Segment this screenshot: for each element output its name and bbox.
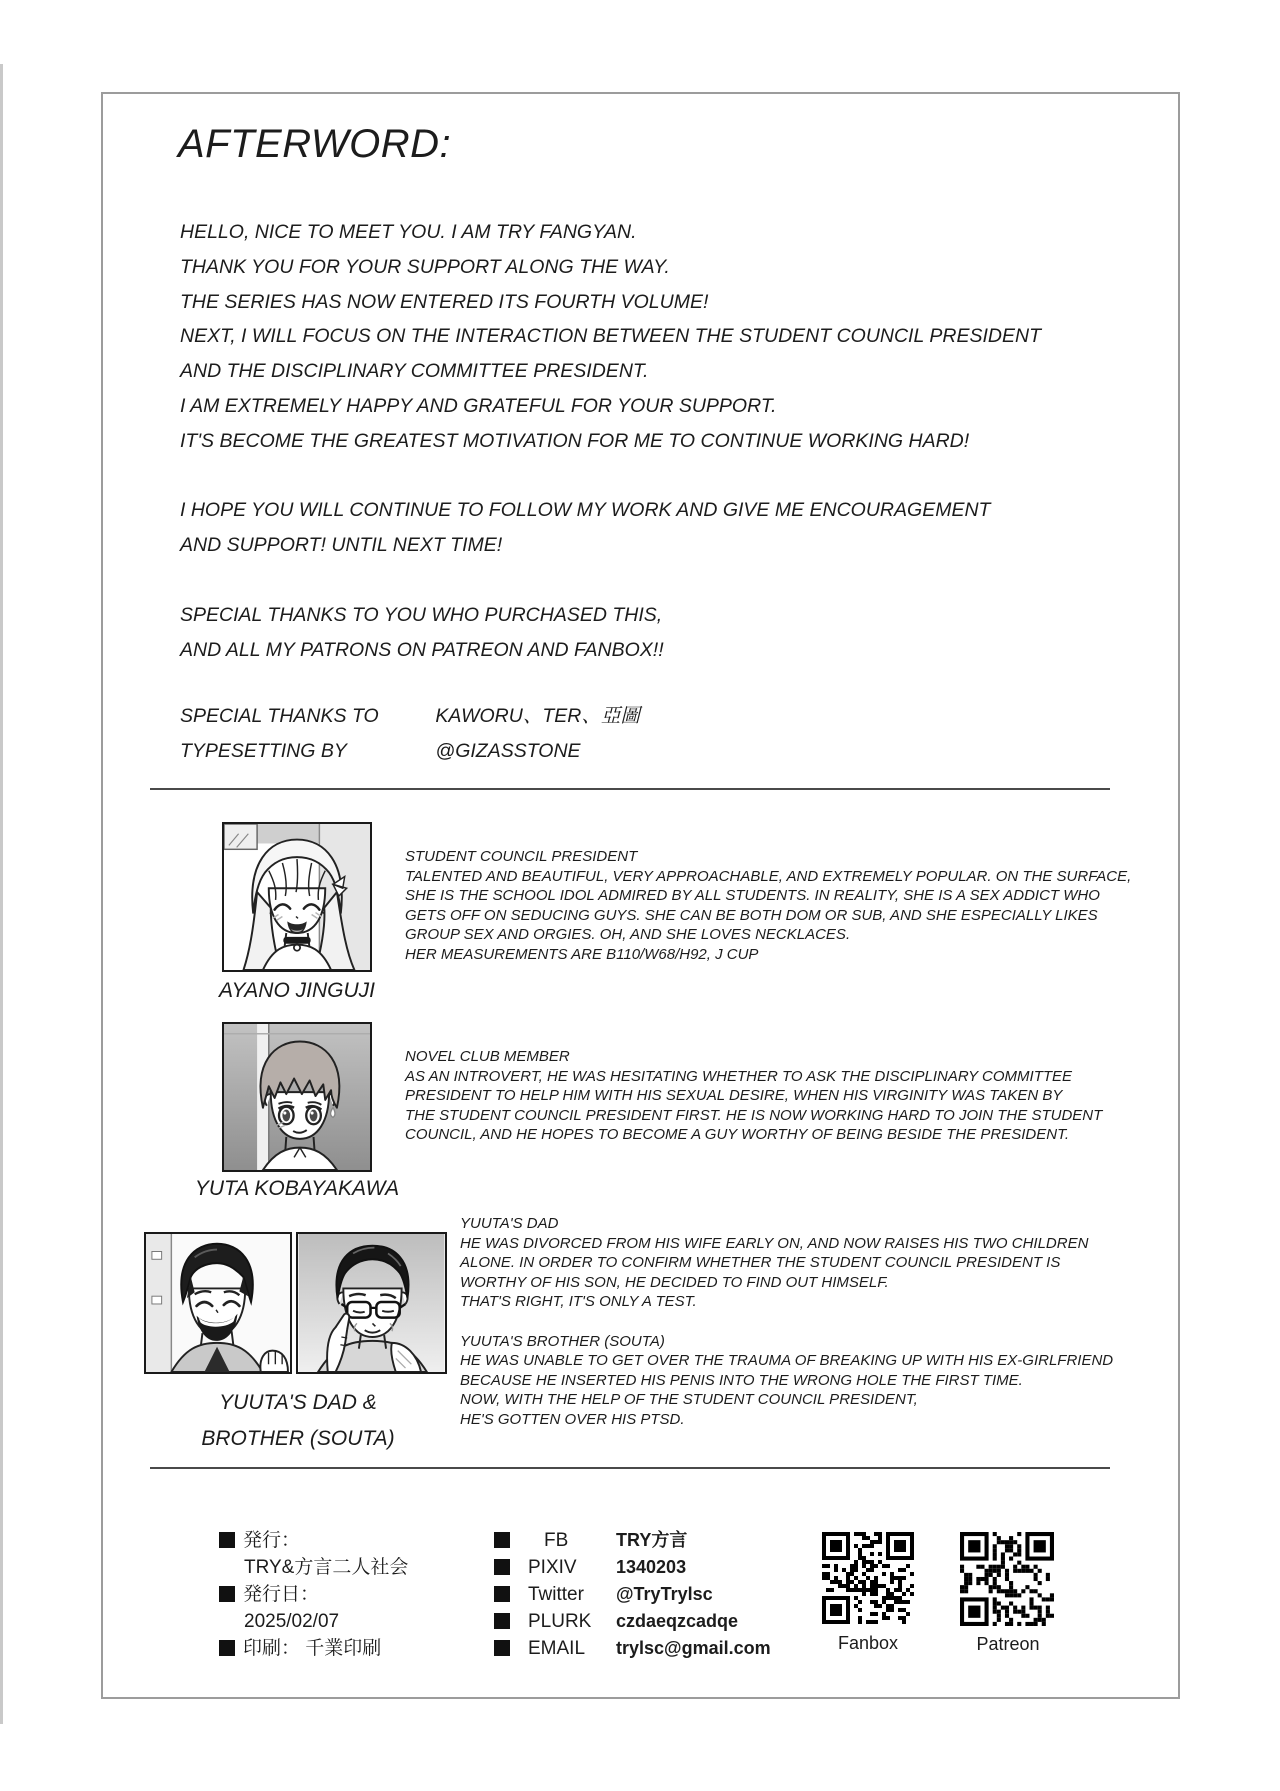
scan-edge-artifact bbox=[0, 64, 3, 1724]
dad-brother-name-label-line2: BROTHER (SOUTA) bbox=[201, 1427, 395, 1450]
yuta-portrait-illustration bbox=[224, 1024, 370, 1170]
fanbox-qr-label: Fanbox bbox=[837, 1633, 899, 1653]
ayano-name-label: AYANO JINGUJI bbox=[219, 979, 375, 1002]
description-line: STUDENT COUNCIL PRESIDENT bbox=[405, 848, 638, 865]
credits-block bbox=[180, 699, 640, 769]
afterword-line: IT'S BECOME THE GREATEST MOTIVATION FOR ME TO CONTINUE WORKING HARD! bbox=[180, 429, 970, 452]
contact-row bbox=[494, 1635, 771, 1662]
description-line: WORTHY OF HIS SON, HE DECIDED TO FIND OUT HIMSELF. bbox=[460, 1273, 889, 1291]
paragraph-gap bbox=[180, 459, 1041, 494]
ayano-portrait-frame bbox=[222, 822, 372, 972]
contacts-block bbox=[494, 1527, 771, 1662]
publisher-line bbox=[219, 1608, 408, 1635]
credit-value: @GIZASSTONE bbox=[435, 740, 581, 762]
ayano-portrait-illustration bbox=[224, 824, 370, 970]
contact-value: 1340203 bbox=[616, 1557, 687, 1577]
ayano-description bbox=[405, 847, 1131, 965]
dad-portrait-frame bbox=[296, 1232, 447, 1374]
description-line: THE STUDENT COUNCIL PRESIDENT FIRST. HE IS NOW WORKING HARD TO JOIN THE STUDENT bbox=[405, 1106, 1103, 1124]
publisher-text: 印刷： 千業印刷 bbox=[243, 1638, 382, 1659]
publisher-line bbox=[219, 1527, 408, 1554]
publisher-block bbox=[219, 1527, 408, 1662]
afterword-line: THE SERIES HAS NOW ENTERED ITS FOURTH VOLUME! bbox=[180, 290, 709, 313]
description-line: TALENTED AND BEAUTIFUL, VERY APPROACHABLE, AND EXTREMELY POPULAR. ON THE SURFACE, bbox=[405, 867, 1132, 885]
afterword-line: I HOPE YOU WILL CONTINUE TO FOLLOW MY WORK AND GIVE ME ENCOURAGEMENT bbox=[180, 499, 991, 522]
publisher-text: 発行日： bbox=[243, 1584, 320, 1605]
dad-portrait-illustration bbox=[298, 1234, 445, 1372]
description-line: GETS OFF ON SEDUCING GUYS. SHE CAN BE BOTH DOM OR SUB, AND SHE ESPECIALLY LIKES bbox=[405, 906, 1098, 924]
souta-portrait-illustration bbox=[146, 1234, 290, 1372]
afterword-line: HELLO, NICE TO MEET YOU. I AM TRY FANGYAN. bbox=[180, 221, 637, 243]
description-line: AS AN INTROVERT, HE WAS HESITATING WHETHER TO ASK THE DISCIPLINARY COMMITTEE bbox=[405, 1067, 1073, 1085]
description-line: ALONE. IN ORDER TO CONFIRM WHETHER THE STUDENT COUNCIL PRESIDENT IS bbox=[460, 1254, 1061, 1272]
description-line: NOVEL CLUB MEMBER bbox=[405, 1048, 570, 1065]
afterword-line: AND ALL MY PATRONS ON PATREON AND FANBOX!! bbox=[180, 638, 664, 661]
publisher-line bbox=[219, 1554, 408, 1581]
credit-row bbox=[180, 699, 640, 734]
contact-value: czdaeqzcadqe bbox=[616, 1611, 739, 1631]
publisher-text: TRY&方言二人社会 bbox=[244, 1557, 409, 1578]
contact-label: FB bbox=[544, 1530, 569, 1551]
credit-label: SPECIAL THANKS TO bbox=[180, 705, 379, 727]
afterword-line: THANK YOU FOR YOUR SUPPORT ALONG THE WAY. bbox=[180, 255, 670, 278]
contact-value: @TryTrylsc bbox=[616, 1584, 713, 1604]
square-bullet-icon bbox=[494, 1640, 510, 1656]
contact-label: PIXIV bbox=[528, 1557, 577, 1578]
afterword-line: AND THE DISCIPLINARY COMMITTEE PRESIDENT. bbox=[180, 360, 649, 383]
paragraph-gap bbox=[460, 1312, 1113, 1332]
contact-row bbox=[494, 1527, 771, 1554]
section-divider bbox=[150, 1467, 1110, 1469]
description-line: THAT'S RIGHT, IT'S ONLY A TEST. bbox=[460, 1293, 697, 1311]
patreon-qr-label: Patreon bbox=[976, 1634, 1040, 1654]
square-bullet-icon bbox=[219, 1586, 235, 1602]
afterword-line: NEXT, I WILL FOCUS ON THE INTERACTION BETWEEN THE STUDENT COUNCIL PRESIDENT bbox=[180, 325, 1041, 348]
description-line: HER MEASUREMENTS ARE B110/W68/H92, J CUP bbox=[405, 945, 759, 963]
yuta-name-label: YUTA KOBAYAKAWA bbox=[194, 1177, 400, 1200]
description-line: SHE IS THE SCHOOL IDOL ADMIRED BY ALL STUDENTS. IN REALITY, SHE IS A SEX ADDICT WHO bbox=[405, 887, 1100, 905]
afterword-line: I AM EXTREMELY HAPPY AND GRATEFUL FOR YOUR SUPPORT. bbox=[180, 394, 777, 417]
square-bullet-icon bbox=[494, 1532, 510, 1548]
afterword-body bbox=[180, 215, 1041, 667]
section-divider bbox=[150, 788, 1110, 790]
square-bullet-icon bbox=[219, 1532, 235, 1548]
contact-label: PLURK bbox=[528, 1611, 592, 1632]
afterword-line: AND SUPPORT! UNTIL NEXT TIME! bbox=[180, 534, 503, 557]
contact-label: Twitter bbox=[528, 1584, 584, 1605]
description-line: PRESIDENT TO HELP HIM WITH HIS SEXUAL DESIRE, WHEN HIS VIRGINITY WAS TAKEN BY bbox=[405, 1087, 1063, 1105]
yuta-description bbox=[405, 1047, 1102, 1145]
contact-row bbox=[494, 1608, 771, 1635]
dad-brother-description bbox=[460, 1214, 1113, 1430]
fanbox-qr-code bbox=[822, 1532, 914, 1624]
dad-brother-name-label-line1: YUUTA'S DAD & bbox=[219, 1391, 377, 1414]
afterword-line: SPECIAL THANKS TO YOU WHO PURCHASED THIS, bbox=[180, 603, 663, 626]
publisher-line bbox=[219, 1635, 408, 1662]
contact-row bbox=[494, 1554, 771, 1581]
square-bullet-icon bbox=[219, 1640, 235, 1656]
publisher-text: 発行： bbox=[243, 1530, 301, 1551]
description-line: COUNCIL, AND HE HOPES TO BECOME A GUY WORTHY OF BEING BESIDE THE PRESIDENT. bbox=[405, 1126, 1070, 1144]
publisher-text: 2025/02/07 bbox=[244, 1611, 340, 1632]
square-bullet-icon bbox=[494, 1559, 510, 1575]
credit-value: KAWORU、TER、亞圖 bbox=[435, 705, 640, 727]
description-line: HE WAS DIVORCED FROM HIS WIFE EARLY ON, AND NOW RAISES HIS TWO CHILDREN bbox=[460, 1234, 1089, 1252]
credit-row bbox=[180, 734, 640, 769]
description-line: BECAUSE HE INSERTED HIS PENIS INTO THE WRONG HOLE THE FIRST TIME. bbox=[460, 1371, 1023, 1389]
description-line: YUUTA'S BROTHER (SOUTA) bbox=[460, 1332, 665, 1350]
description-line: YUUTA'S DAD bbox=[460, 1215, 559, 1232]
page-title: AFTERWORD: bbox=[178, 122, 452, 166]
description-line: HE WAS UNABLE TO GET OVER THE TRAUMA OF BREAKING UP WITH HIS EX-GIRLFRIEND bbox=[460, 1352, 1114, 1370]
description-line: NOW, WITH THE HELP OF THE STUDENT COUNCIL PRESIDENT, bbox=[460, 1391, 918, 1409]
contact-label: EMAIL bbox=[528, 1638, 586, 1659]
description-line: HE'S GOTTEN OVER HIS PTSD. bbox=[460, 1410, 685, 1428]
credit-label: TYPESETTING BY bbox=[180, 740, 347, 762]
contact-value: TRY方言 bbox=[616, 1530, 688, 1550]
description-line: GROUP SEX AND ORGIES. OH, AND SHE LOVES NECKLACES. bbox=[405, 926, 851, 944]
contact-row bbox=[494, 1581, 771, 1608]
souta-portrait-frame bbox=[144, 1232, 292, 1374]
square-bullet-icon bbox=[494, 1613, 510, 1629]
square-bullet-icon bbox=[494, 1586, 510, 1602]
paragraph-gap bbox=[180, 563, 1041, 598]
yuta-portrait-frame bbox=[222, 1022, 372, 1172]
publisher-line bbox=[219, 1581, 408, 1608]
contact-value: trylsc@gmail.com bbox=[616, 1638, 771, 1658]
patreon-qr-code bbox=[960, 1532, 1054, 1626]
